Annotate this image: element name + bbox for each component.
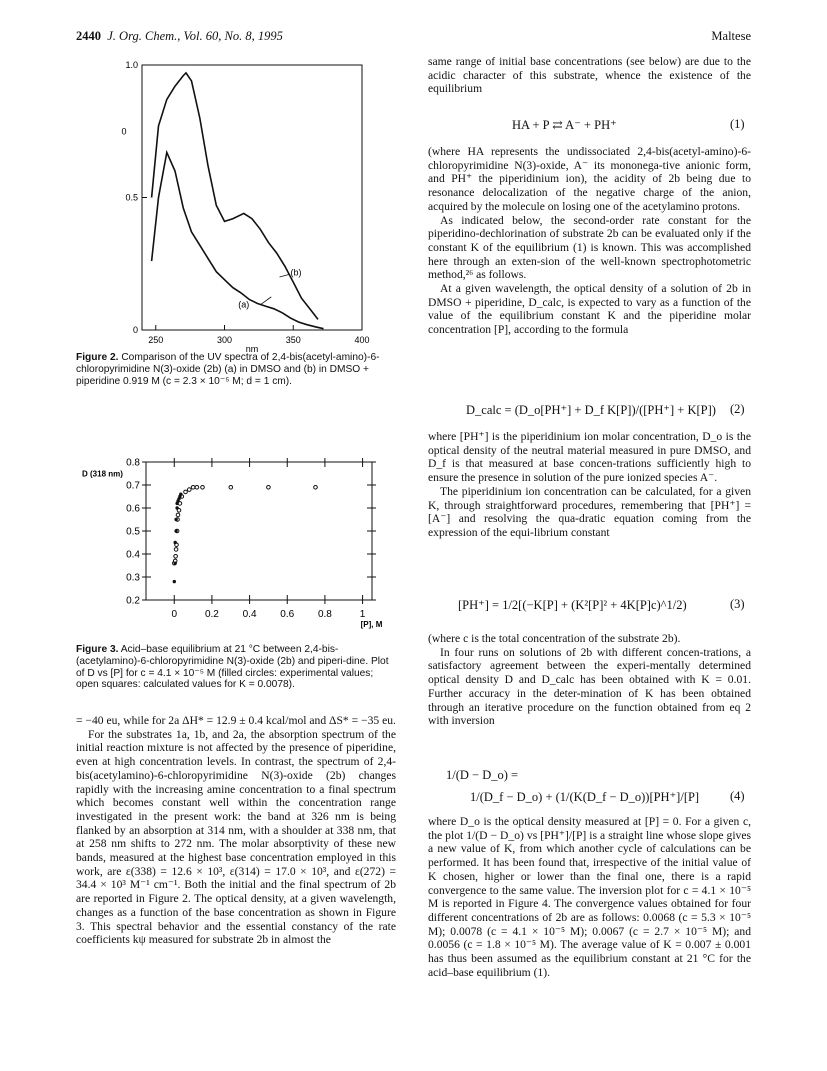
paragraph: At a given wavelength, the optical density of a solution of 2b in DMSO + piperidine, D_calc, is expected to vary as a function of the value of the equilibrium constant K and the piperidine molar concentration [P], according to the formula bbox=[428, 282, 751, 337]
paragraph: (where c is the total concentration of the substrate 2b). bbox=[428, 632, 681, 645]
experimental-point bbox=[174, 518, 177, 521]
equation-2: D_calc = (D_o[PH⁺] + D_f K[P])/([PH⁺] + K[P]) bbox=[466, 403, 716, 417]
page-header bbox=[76, 29, 283, 44]
experimental-point bbox=[179, 493, 182, 496]
x-tick-label: 250 bbox=[148, 335, 164, 345]
calculated-point bbox=[174, 555, 178, 559]
paragraph: As indicated below, the second-order rate constant for the piperidino-dechlorination of substrate 2b can be evaluated only if the constant K of the equilibrium (1) is known. This was accomplished here through an exten-sion of the well-known spectrophotometric method,²⁶ as follows. bbox=[428, 213, 751, 282]
figure-2-caption-label: Figure 2. bbox=[76, 352, 119, 363]
y-tick-label: 0.8 bbox=[126, 457, 140, 469]
calculated-point bbox=[201, 486, 205, 490]
label-leader-a bbox=[260, 297, 271, 305]
y-tick-label: 0.5 bbox=[126, 526, 140, 538]
y-tick-label: 0.4 bbox=[126, 549, 140, 561]
x-tick-label: 1 bbox=[359, 609, 366, 620]
right-column-p7-p8 bbox=[428, 632, 751, 728]
paragraph: = −40 eu, while for 2a ΔH* = 12.9 ± 0.4 kcal/mol and ΔS* = −35 eu. bbox=[76, 714, 396, 727]
calculated-point bbox=[229, 486, 233, 490]
paragraph: The piperidinium ion concentration can be calculated, for a given K, through straightforward procedures, remembering that [PH⁺] = [A⁻] and resolving the qua-dratic equation coming from the expression of the equi-librium constant bbox=[428, 484, 751, 539]
calculated-point bbox=[191, 486, 195, 490]
author-name: Maltese bbox=[711, 29, 751, 43]
right-column-p2-p4 bbox=[428, 145, 751, 337]
journal-citation: J. Org. Chem., Vol. 60, No. 8, 1995 bbox=[107, 29, 283, 43]
x-axis-label: nm bbox=[245, 344, 259, 354]
equation-2-number: (2) bbox=[730, 402, 745, 416]
equation-1-number: (1) bbox=[730, 117, 745, 131]
y-tick-label: 0 bbox=[132, 325, 138, 335]
figure-2-caption bbox=[76, 352, 396, 387]
experimental-point bbox=[173, 580, 176, 583]
plot-frame bbox=[146, 462, 372, 600]
calculated-point bbox=[184, 490, 188, 494]
x-tick-label: 0.8 bbox=[317, 609, 332, 620]
page-number: 2440 bbox=[76, 29, 101, 43]
experimental-point bbox=[174, 541, 177, 544]
y-axis-label: D (318 nm) bbox=[82, 469, 123, 479]
y-tick-label: 0.2 bbox=[126, 595, 140, 607]
figure-3-caption bbox=[76, 644, 396, 691]
figure-3-caption-label: Figure 3. bbox=[76, 644, 119, 655]
x-tick-label: 0.4 bbox=[242, 609, 257, 620]
equation-1: HA + P ⇄ A⁻ + PH⁺ bbox=[512, 118, 617, 132]
equation-4-line-2: 1/(D_f − D_o) + (1/(K(D_f − D_o))[PH⁺]/[P] bbox=[470, 790, 700, 804]
series-label-b: (b) bbox=[290, 267, 302, 278]
calculated-point bbox=[267, 486, 271, 490]
series-label-a: (a) bbox=[238, 299, 250, 310]
calculated-point bbox=[195, 486, 199, 490]
x-tick-label: 300 bbox=[216, 335, 233, 345]
equation-4-number: (4) bbox=[730, 789, 745, 803]
x-axis-label: [P], M bbox=[360, 620, 383, 629]
calculated-point bbox=[188, 488, 192, 492]
y-tick-label: 1.0 bbox=[125, 60, 138, 70]
x-tick-label: 0.2 bbox=[204, 609, 219, 620]
left-column-text bbox=[76, 714, 396, 947]
y-tick-label: 0.6 bbox=[126, 503, 140, 515]
experimental-point bbox=[175, 506, 178, 509]
figure-3-caption-text: Acid–base equilibrium at 21 °C between 2,4-bis-(acetylamino)-6-chloropyrimidine N(3)-oxide (2b) and piperi-dine. Plot of D vs [P] for c = 4.1 × 10⁻⁵ M (filled circles: experimental values; open squares: calculated values for K = 0.0078). bbox=[76, 644, 389, 691]
x-tick-label: 400 bbox=[354, 335, 370, 345]
experimental-point bbox=[174, 529, 177, 532]
spectrum-line-b bbox=[152, 73, 318, 320]
right-column-p5-p6 bbox=[428, 430, 751, 540]
experimental-point bbox=[174, 562, 177, 565]
y-tick-label: 0.7 bbox=[126, 480, 140, 492]
x-tick-label: 350 bbox=[285, 335, 301, 345]
figure-2-caption-text: Comparison of the UV spectra of 2,4-bis(acetyl-amino)-6-chloropyrimidine N(3)-oxide (2b) (a) in DMSO and (b) in DMSO + piperidine 0.919 M (c = 2.3 × 10⁻⁵ M; d = 1 cm). bbox=[76, 352, 380, 387]
right-column-p9 bbox=[428, 815, 751, 979]
paragraph: For the substrates 1a, 1b, and 2a, the absorption spectrum of the initial reaction mixture is not affected by the presence of piperidine, even at high concentration levels. In contrast, the spectrum of 2,4-bis(acetylamino)-6-chloropyrimidine N(3)-oxide (2b) changes rapidly with the increasing amine concentration to a final spectrum which becomes constant well within the concentration range investigated in the present work: the band at 326 nm is being flanked by an absorption at 314 nm, with a shoulder at 338 nm, that at 258 nm shifts to 272 nm. The molar absorptivity of these new bands, measured at the highest base concentration employed in this work, are ε(338) = 12.6 × 10³, ε(314) = 17.0 × 10³, and ε(272) = 34.4 × 10³ M⁻¹ cm⁻¹. Both the initial and the final spectrum of 2b are reported in Figure 2. The optical density, at a given wavelength, changes as a function of the base concentration as shown in Figure 3. This spectral behavior and the essential constancy of the rate coefficients kψ measured for substrate 2b in almost the bbox=[76, 727, 396, 947]
figure-2-uv-spectra bbox=[110, 55, 370, 355]
paragraph: where D_o is the optical density measured at [P] = 0. For a given c, the plot 1/(D − D_o) vs [PH⁺]/[P] is a straight line whose slope gives a new value of K, from which another cycle of calculations can be performed. It has been found that, irrespective of the initial value of K chosen, higher or lower than the final one, there is a rapid convergence to the same value. The inversion plot for c = 4.1 × 10⁻⁵ M is reported in Figure 4. The convergence values obtained for four different concentrations of 2b are as follows: 0.0068 (c = 5.3 × 10⁻⁵ M); 0.0078 (c = 4.1 × 10⁻⁵ M); 0.0067 (c = 2.7 × 10⁻⁵ M); and 0.0056 (c = 1.8 × 10⁻⁵ M). The average value of K = 0.007 ± 0.001 has thus been assumed as the equilibrium constant at 21 °C for the acid–base equilibrium (1). bbox=[428, 815, 751, 979]
calculated-point bbox=[174, 548, 178, 552]
y-tick-label: 0.3 bbox=[126, 572, 140, 584]
equation-3: [PH⁺] = 1/2[(−K[P] + (K²[P]² + 4K[P]c)^1/2) bbox=[458, 598, 687, 612]
x-tick-label: 0 bbox=[171, 609, 178, 620]
paragraph: (where HA represents the undissociated 2,4-bis(acetyl-amino)-6-chloropyrimidine N(3)-oxide, A⁻ its mononega-tive anionic form, and PH⁺ the piperidinium ion), the acidity of 2b being due to resonance delocalization of the negative charge of the anion, acquired by the molecule on losing one of the acetylamino protons. bbox=[428, 145, 751, 213]
paragraph: In four runs on solutions of 2b with different concen-trations, a satisfactory agreement between the experi-mentally determined optical density D and D_calc has been obtained with K = 0.01. Further accuracy in the deter-mination of K has been obtained through an iterative procedure on the function obtained from eq 2 with inversion bbox=[428, 645, 751, 728]
equation-3-number: (3) bbox=[730, 597, 745, 611]
plot-frame bbox=[142, 65, 362, 330]
label-leader-b bbox=[280, 274, 290, 277]
calculated-point bbox=[314, 486, 318, 490]
calculated-point bbox=[176, 513, 180, 517]
right-column-p1 bbox=[428, 55, 751, 96]
figure-3-acid-base-plot bbox=[76, 452, 396, 642]
y-side-label: 0 bbox=[121, 126, 127, 137]
equation-4-line-1: 1/(D − D_o) = bbox=[446, 768, 519, 782]
paragraph: where [PH⁺] is the piperidinium ion molar concentration, D_o is the optical density of the neutral material measured in pure DMSO, and D_f is that measured at base concen-trations sufficiently high to ensure the presence in solution of the pure ionized species A⁻. bbox=[428, 430, 751, 485]
paragraph: same range of initial base concentrations (see below) are due to the acidic character of this substrate, whence the existence of the equilibrium bbox=[428, 55, 751, 96]
y-tick-label: 0.5 bbox=[125, 192, 138, 203]
x-tick-label: 0.6 bbox=[280, 609, 295, 620]
